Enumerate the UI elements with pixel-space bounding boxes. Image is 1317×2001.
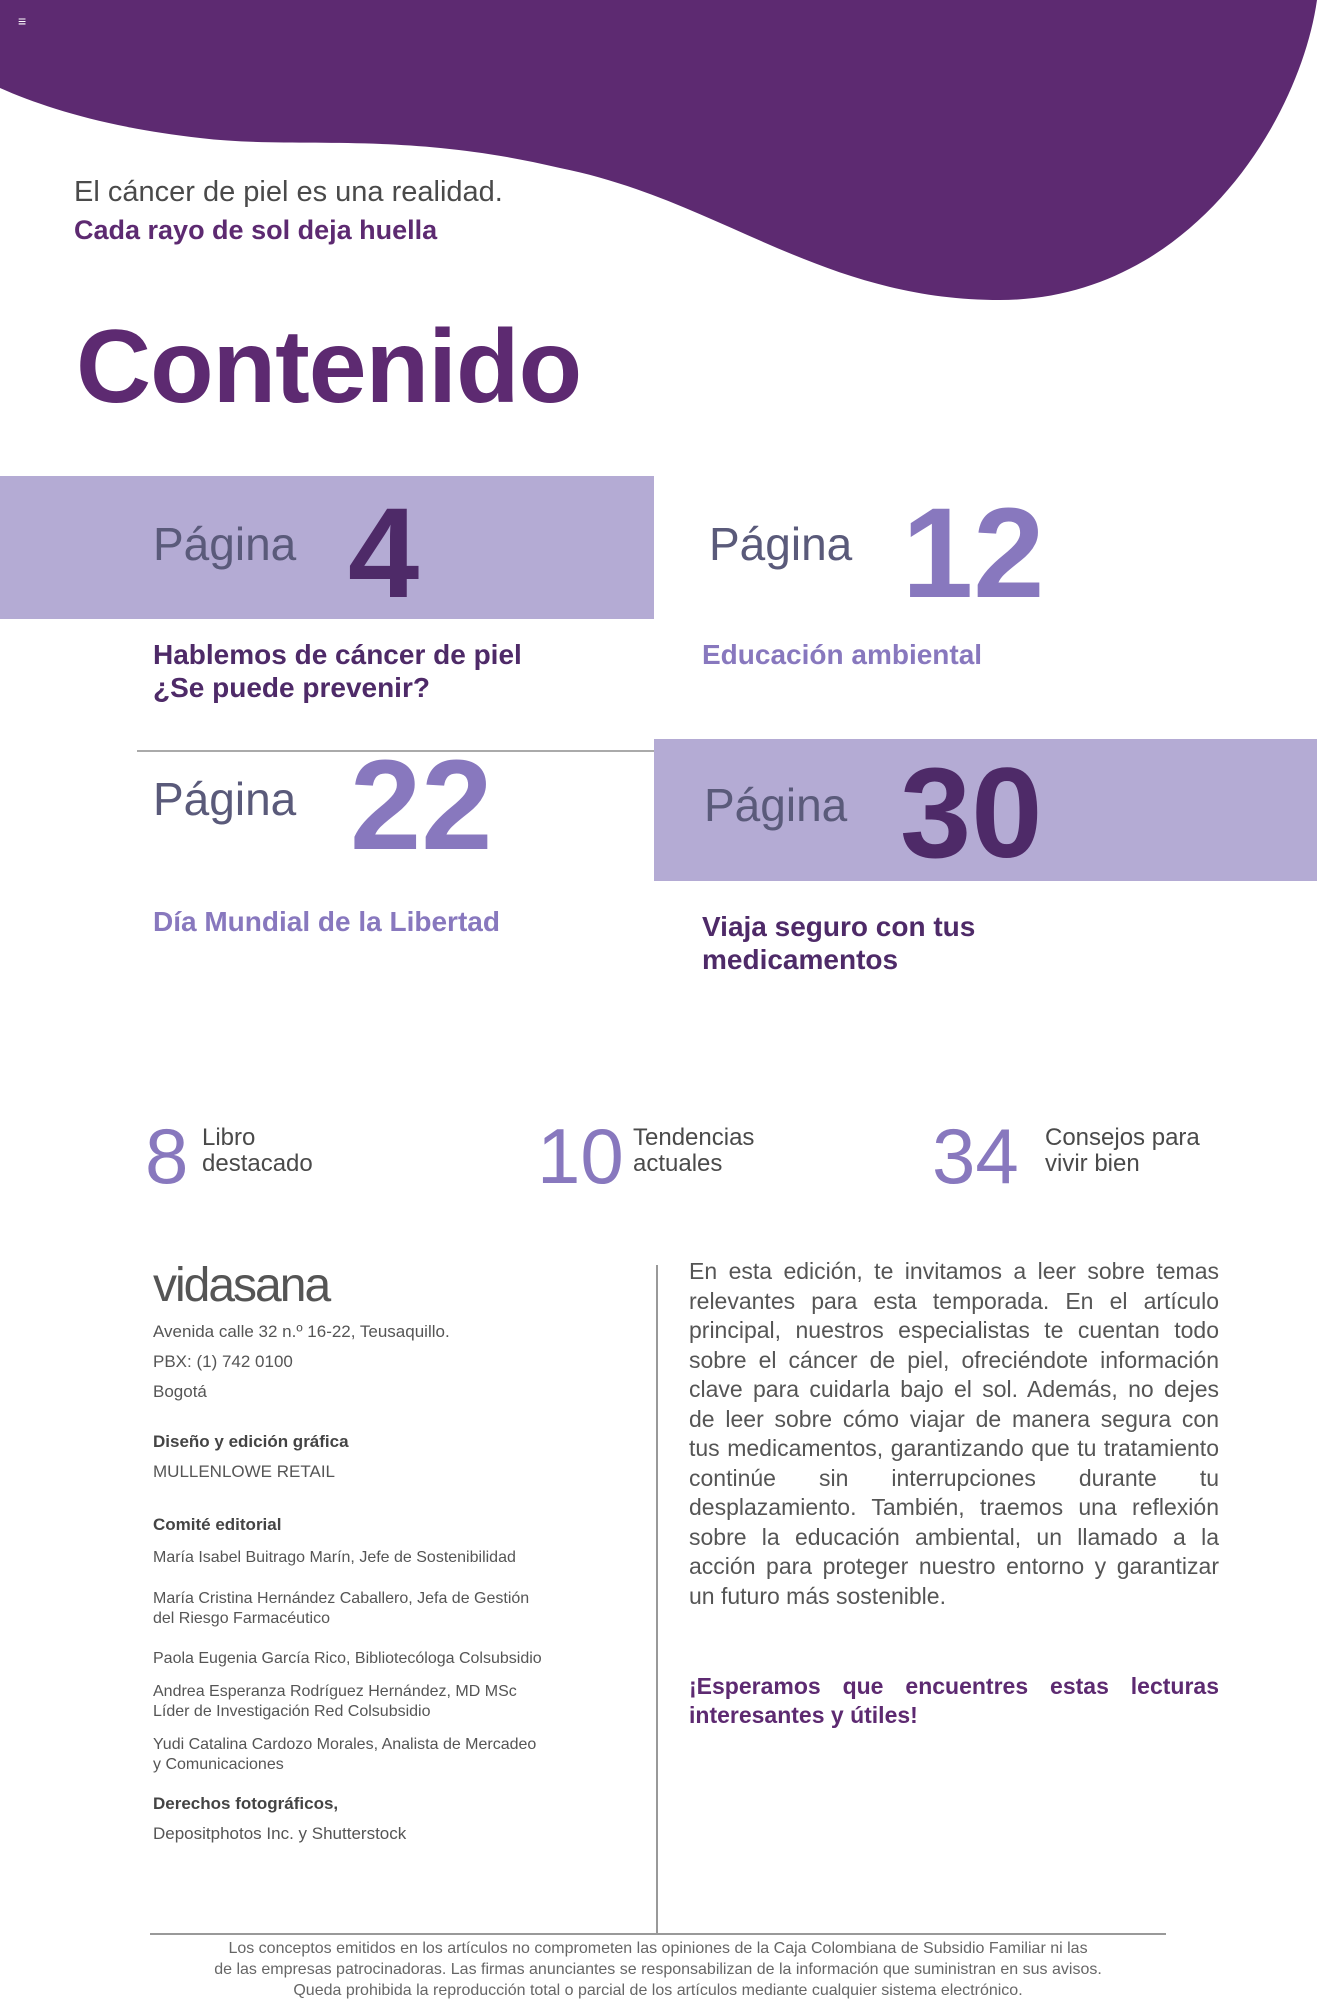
page-title: Contenido [76,309,582,425]
column-divider [656,1265,658,1933]
committee-member [153,1649,593,1669]
committee-member [153,1735,593,1775]
disclaimer-line: de las empresas patrocinadoras. Las firmas anunciantes se responsabilizan de la información que suministran en sus avisos. [214,1961,1102,1978]
feature-label[interactable] [202,1125,402,1177]
committee-heading: Comité editorial [153,1515,282,1534]
committee-member-line: Andrea Esperanza Rodríguez Hernández, MD MSc [153,1683,517,1700]
feature-label[interactable] [633,1125,833,1177]
feature-label-line: Libro [202,1124,256,1151]
committee-member-line: del Riesgo Farmacéutico [153,1610,330,1627]
city: Bogotá [153,1382,207,1401]
entry-page-number: 30 [900,742,1043,885]
feature-page-number: 34 [932,1112,1019,1200]
header-wave-shape [0,0,1317,310]
feature-page-number: 10 [537,1112,624,1200]
entry-title-line: Educación ambiental [702,639,983,670]
committee-member-line: Yudi Catalina Cardozo Morales, Analista de Mercadeo [153,1736,537,1753]
menu-icon[interactable]: ≡ [18,13,27,29]
footer-divider [150,1933,1166,1935]
entry-word: Página [153,518,297,570]
entry-word: Página [704,779,848,831]
intro-closing: ¡Esperamos que encuentres estas lecturas interesantes y útiles! [689,1673,1219,1728]
entry-title-line: Hablemos de cáncer de piel [153,639,522,670]
feature-label-line: destacado [202,1150,313,1177]
committee-member-line: Paola Eugenia García Rico, Bibliotecóloga Colsubsidio [153,1650,542,1667]
entry-title-line: Viaja seguro con tus [702,911,976,942]
brand-logo: vidasana [153,1259,330,1312]
committee-member-line: María Cristina Hernández Caballero, Jefa de Gestión [153,1590,530,1607]
disclaimer-line: Queda prohibida la reproducción total o parcial de los artículos mediante cualquier sistema electrónico. [293,1982,1023,1999]
address: Avenida calle 32 n.º 16-22, Teusaquillo. [153,1322,450,1341]
photo-credit: Depositphotos Inc. y Shutterstock [153,1824,407,1843]
feature-label-line: Tendencias [633,1124,755,1151]
tagline: El cáncer de piel es una realidad. [74,176,503,208]
entry-page-number: 4 [348,482,420,625]
entry-word: Página [709,518,853,570]
feature-label[interactable] [1045,1125,1245,1177]
committee-member-line: Líder de Investigación Red Colsubsidio [153,1703,431,1720]
committee-member [153,1589,593,1629]
entry-title[interactable] [153,905,500,938]
entry-title[interactable] [702,910,975,976]
feature-page-number: 8 [145,1112,189,1200]
design-heading: Diseño y edición gráfica [153,1432,349,1451]
phone: PBX: (1) 742 0100 [153,1352,293,1371]
entry-title-line: medicamentos [702,944,899,975]
feature-label-line: vivir bien [1045,1150,1140,1177]
committee-member [153,1682,593,1722]
intro-text: En esta edición, te invitamos a leer sobre temas relevantes para esta temporada. En el artículo principal, nuestros especialistas te cuentan todo sobre el cáncer de piel, ofreciéndote información clave para cuidarla bajo el sol. Además, no dejes de leer sobre cómo viajar de manera segura con tus medicamentos, garantizando que tu tratamiento continúe sin interrupciones durante tu desplazamiento. También, traemos una reflexión sobre la educación ambiental, un llamado a la acción para proteger nuestro entorno y garantizar un futuro más sostenible. [689,1258,1219,1609]
photo-heading: Derechos fotográficos, [153,1794,339,1813]
entry-page-number: 22 [350,734,493,877]
entry-title[interactable] [702,638,982,671]
feature-label-line: Consejos para [1045,1124,1200,1151]
disclaimer [150,1938,1166,2001]
entry-title-line: ¿Se puede prevenir? [153,672,430,703]
entry-word: Página [153,773,297,825]
entry-band-page-4 [0,476,654,625]
entry-page-number: 12 [902,482,1045,625]
feature-label-line: actuales [633,1150,723,1177]
entry-title[interactable] [153,638,522,704]
committee-member-line: María Isabel Buitrago Marín, Jefe de Sostenibilidad [153,1549,516,1566]
disclaimer-line: Los conceptos emitidos en los artículos no comprometen las opiniones de la Caja Colombiana de Subsidio Familiar ni las [228,1940,1088,1957]
tagline-bold: Cada rayo de sol deja huella [74,215,438,245]
entry-title-line: Día Mundial de la Libertad [153,906,500,937]
committee-member [153,1548,593,1568]
design-company: MULLENLOWE RETAIL [153,1462,336,1481]
committee-member-line: y Comunicaciones [153,1756,284,1773]
